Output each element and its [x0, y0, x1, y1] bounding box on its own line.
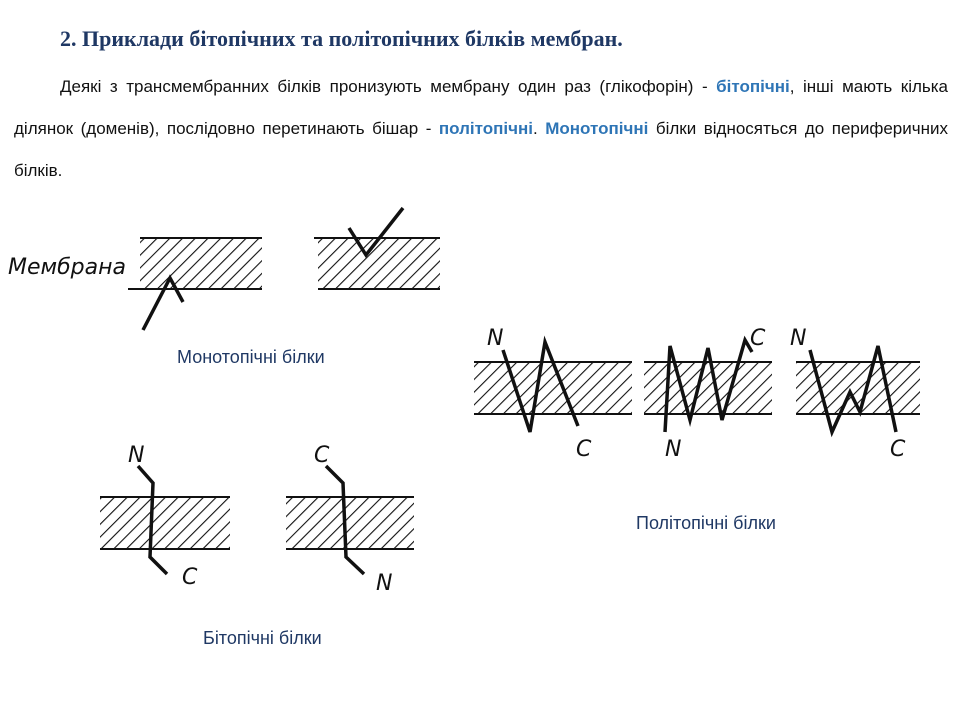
n-terminal-label: N — [790, 326, 807, 351]
c-terminal-label: C — [314, 443, 330, 468]
c-terminal-label: C — [576, 437, 592, 462]
para-text-2: , інші мають кілька ділянок (доменів), послідовно перетинають бішар - — [14, 77, 949, 138]
n-terminal-label: N — [487, 326, 504, 351]
term-polytopic: політопічні — [438, 119, 533, 138]
polytopic-diagram-1 — [474, 326, 632, 462]
caption-polytopic: Політопічні білки — [636, 513, 776, 533]
polytopic-diagram-2 — [644, 326, 772, 462]
caption-monotopic: Монотопічні білки — [177, 347, 325, 367]
para-text-4: білки відносяться до периферичних білків. — [14, 119, 948, 180]
n-terminal-label: N — [128, 443, 145, 468]
membrane-label: Мембрана — [8, 255, 126, 280]
para-text-3: . — [532, 119, 546, 138]
bitopic-diagram-1 — [100, 443, 230, 590]
c-terminal-label: C — [182, 565, 198, 590]
term-bitopic: бітопічні — [716, 77, 790, 96]
slide-title: 2. Приклади бітопічних та політопічних білків мембран. — [60, 26, 623, 51]
bitopic-diagram-2 — [286, 443, 414, 596]
monotopic-diagram-2 — [314, 208, 440, 289]
caption-bitopic: Бітопічні білки — [203, 628, 322, 648]
n-terminal-label: N — [376, 571, 393, 596]
n-terminal-label: N — [665, 437, 682, 462]
term-monotopic: Монотопічні — [545, 119, 649, 138]
c-terminal-label: C — [750, 326, 766, 351]
monotopic-diagram-1 — [8, 238, 262, 330]
para-text-1: Деякі з трансмембранних білків пронизують мембрану один раз (глікофорін) - — [60, 77, 717, 96]
c-terminal-label: C — [890, 437, 906, 462]
polytopic-diagram-3 — [790, 326, 920, 462]
